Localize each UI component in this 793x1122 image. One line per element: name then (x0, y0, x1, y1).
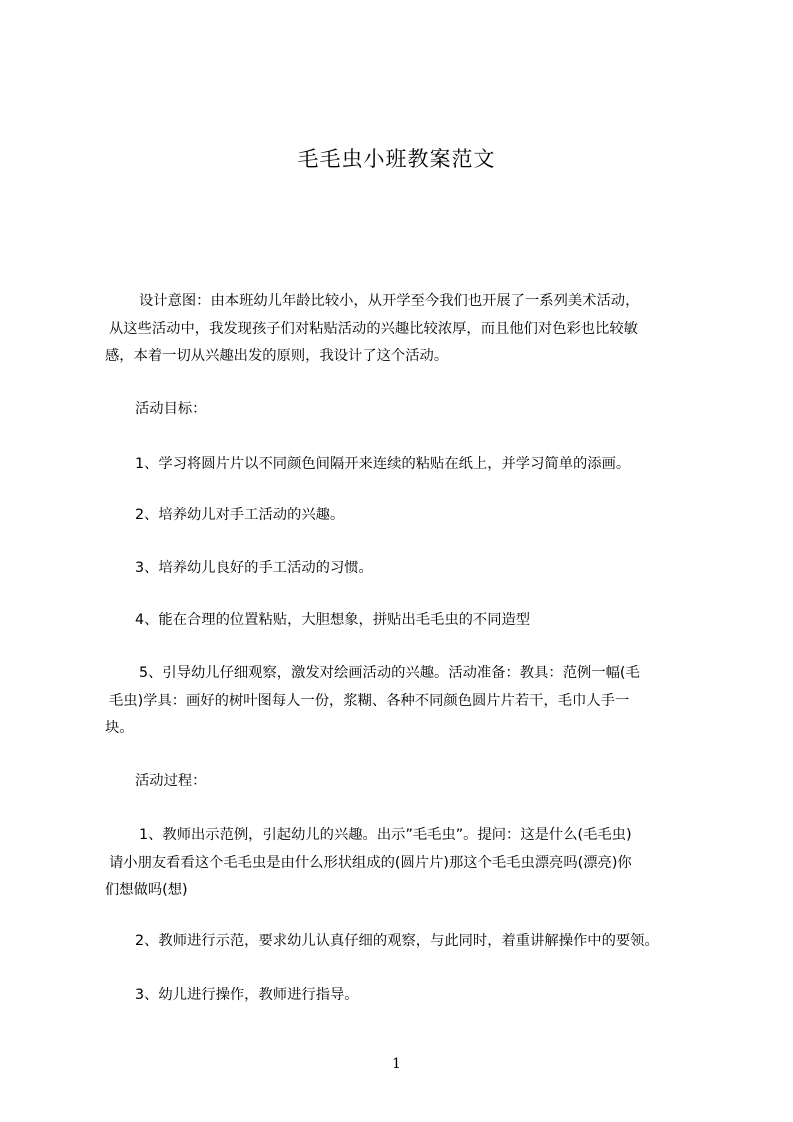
step-1-line-1: 1、教师出示范例，引起幼儿的兴趣。出示”毛毛虫”。提问：这是什么(毛毛虫) (139, 827, 632, 843)
page-number: 1 (392, 1056, 401, 1072)
intro-line-2: 从这些活动中，我发现孩子们对粘贴活动的兴趣比较浓厚，而且他们对色彩也比较敏 (109, 320, 638, 337)
process-heading: 活动过程： (135, 773, 207, 789)
goal-item-4: 4、能在合理的位置粘贴，大胆想象，拼贴出毛毛虫的不同造型 (135, 612, 531, 628)
step-item-1 (105, 822, 705, 905)
intro-line-1: 设计意图：由本班幼儿年龄比较小，从开学至今我们也开展了一系列美术活动， (139, 293, 640, 309)
goal-item-2: 2、培养幼儿对手工活动的兴趣。 (135, 507, 345, 523)
goal-5-line-2: 毛虫)学具：画好的树叶图每人一份，浆糊、各种不同颜色圆片片若干，毛巾人手一 (109, 692, 630, 709)
step-1-line-3: 们想做吗(想) (105, 882, 188, 898)
goal-item-1: 1、学习将圆片片以不同颜色间隔开来连续的粘贴在纸上，并学习简单的添画。 (135, 456, 631, 472)
goal-item-5 (105, 660, 705, 743)
intro-paragraph (105, 288, 705, 371)
intro-line-3: 感，本着一切从兴趣出发的原则，我设计了这个活动。 (105, 348, 449, 364)
step-1-line-2: 请小朋友看看这个毛毛虫是由什么形状组成的(圆片片)那这个毛毛虫漂亮吗(漂亮)你 (109, 854, 632, 871)
page-title: 毛毛虫小班教案范文 (297, 147, 496, 171)
goal-5-line-3: 块。 (105, 720, 134, 736)
goals-heading: 活动目标： (135, 401, 207, 417)
goal-item-3: 3、培养幼儿良好的手工活动的习惯。 (135, 560, 373, 576)
step-item-2: 2、教师进行示范，要求幼儿认真仔细的观察，与此同时，着重讲解操作中的要领。 (135, 933, 659, 949)
step-item-3: 3、幼儿进行操作，教师进行指导。 (135, 987, 359, 1003)
goal-5-line-1: 5、引导幼儿仔细观察，激发对绘画活动的兴趣。活动准备：教具：范例一幅(毛 (139, 665, 640, 681)
